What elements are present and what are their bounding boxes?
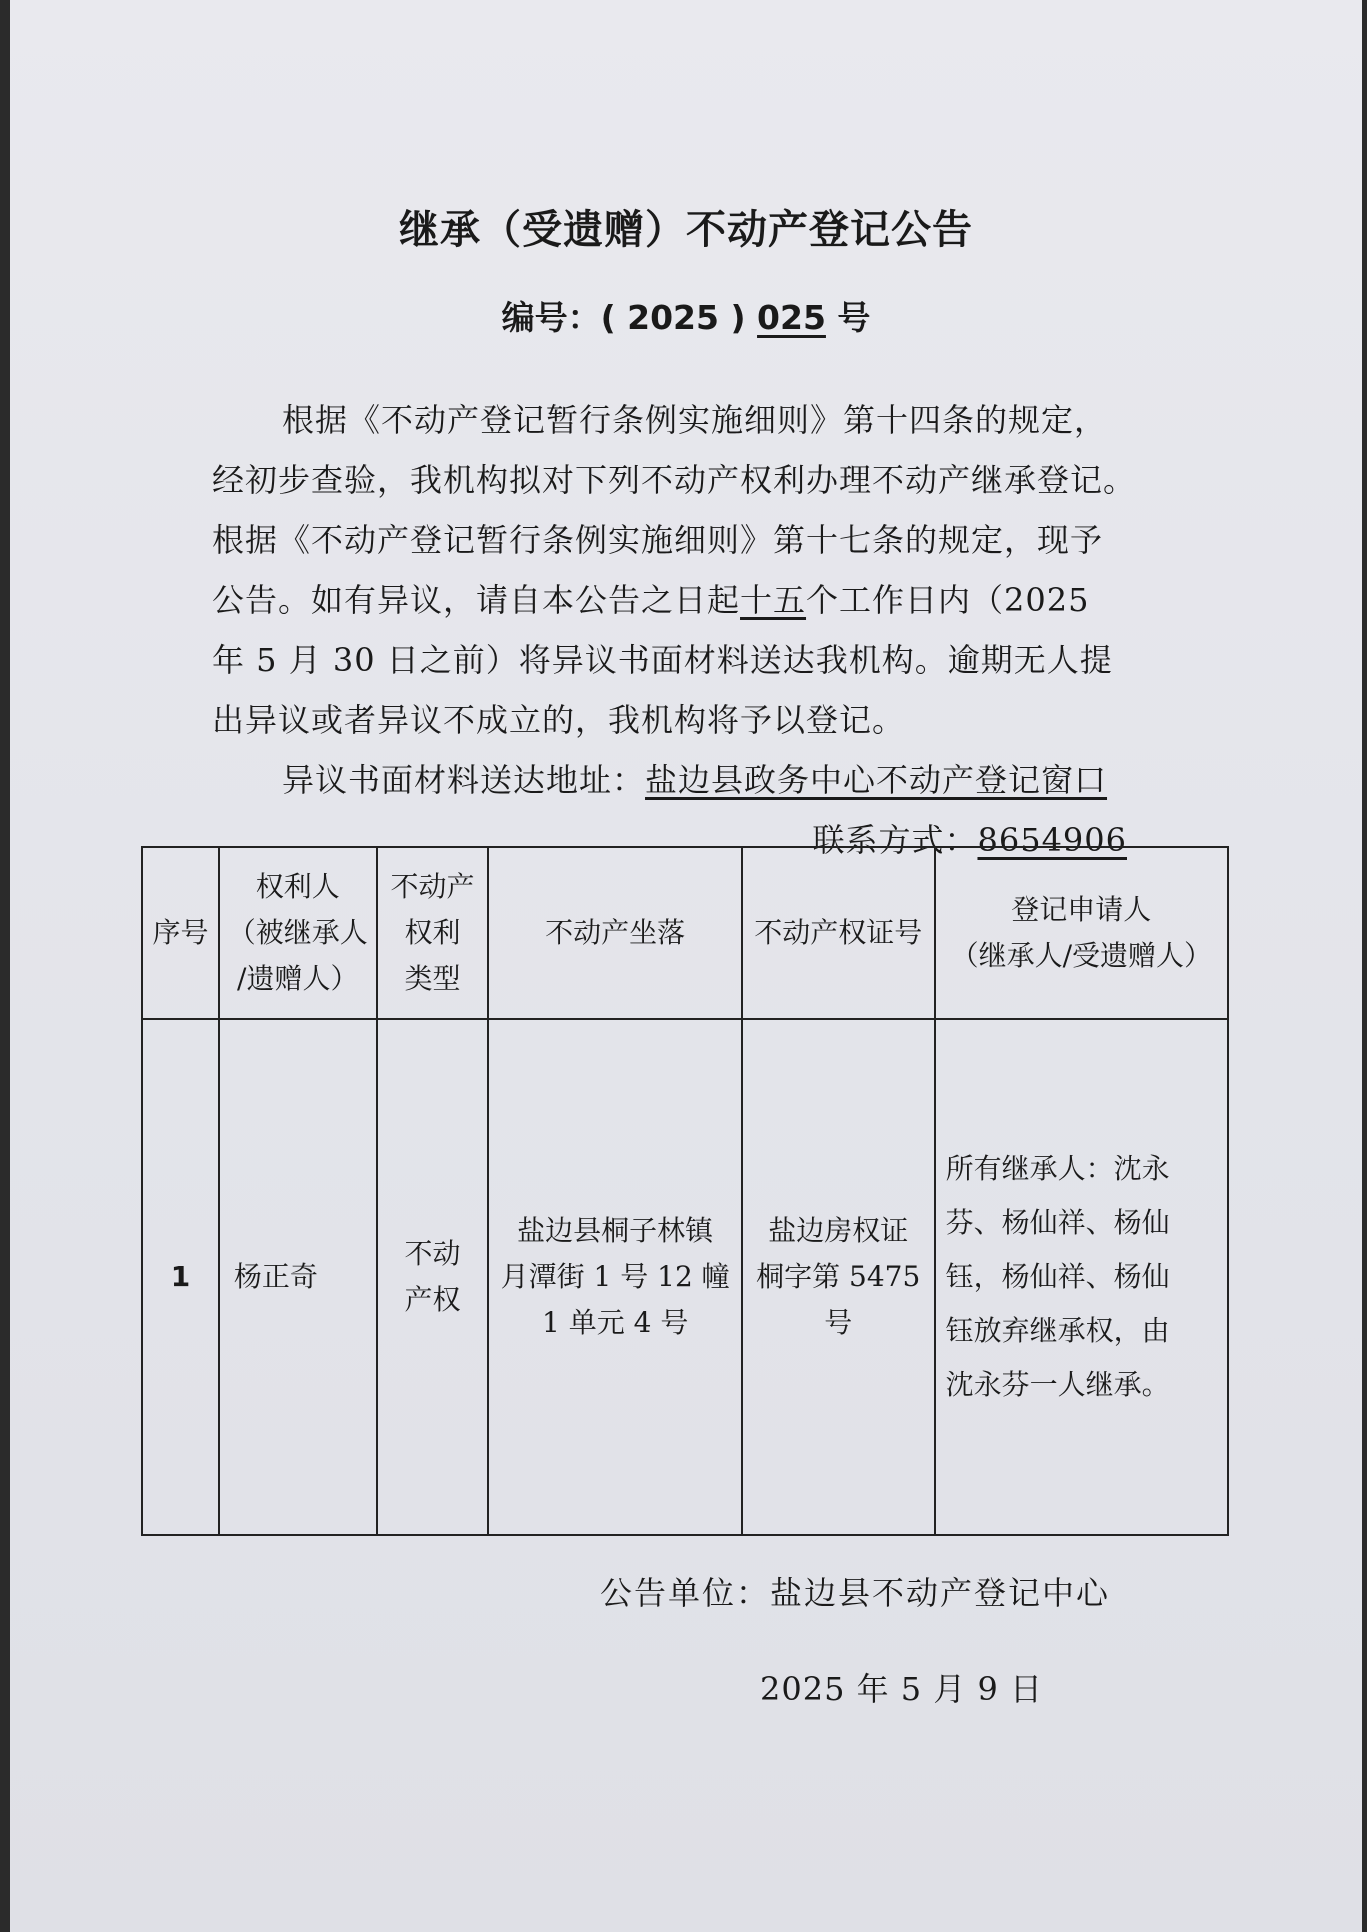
contact-label: 联系方式：: [812, 821, 978, 859]
address-line: [212, 750, 1187, 810]
header-cert-no: 不动产权证号: [742, 847, 935, 1019]
cell-right-type-line: 产权: [404, 1283, 461, 1316]
table-row: [142, 1019, 1228, 1535]
address-value: 盐边县政务中心不动产登记窗口: [645, 761, 1108, 799]
notice-number-suffix: 号: [825, 298, 871, 337]
cell-applicant-line: 钰，杨仙祥、杨仙: [945, 1260, 1170, 1293]
header-holder-line: /遗赠人）: [237, 962, 359, 995]
body-text: 个工作日内（2025: [806, 581, 1090, 619]
cell-cert-no-line: 号: [824, 1306, 853, 1339]
body-line: 出异议或者异议不成立的，我机构将予以登记。: [212, 701, 906, 739]
notice-number: [10, 292, 1362, 339]
notice-number-prefix: 编号：( 2025 ): [501, 298, 758, 337]
registration-table: [141, 846, 1229, 1536]
body-line: 年 5 月 30 日之前）将异议书面材料送达我机构。逾期无人提: [212, 641, 1113, 679]
header-applicant-line: （继承人/受遗赠人）: [950, 939, 1212, 972]
cell-cert-no: [742, 1019, 935, 1535]
cell-location-line: 盐边县桐子林镇: [517, 1214, 714, 1247]
cell-holder: 杨正奇: [219, 1019, 377, 1535]
address-label: 异议书面材料送达地址：: [282, 761, 646, 799]
header-location: 不动产坐落: [488, 847, 741, 1019]
header-applicant-line: 登记申请人: [1011, 893, 1152, 926]
body-text: 公告。如有异议，请自本公告之日起: [212, 581, 741, 619]
header-holder: [219, 847, 377, 1019]
cell-right-type: [377, 1019, 489, 1535]
cell-location-line: 1 单元 4 号: [541, 1306, 689, 1339]
notice-number-value: 025: [757, 298, 826, 337]
notice-page: [10, 0, 1362, 1932]
header-holder-line: 权利人: [255, 870, 340, 903]
issue-date: 2025 年 5 月 9 日: [760, 1670, 1044, 1708]
cell-index: 1: [142, 1019, 219, 1535]
cell-applicant: [935, 1019, 1228, 1535]
header-right-type-line: 权利: [404, 916, 461, 949]
header-holder-line: （被继承人: [227, 916, 368, 949]
cell-cert-no-line: 桐字第 5475: [756, 1260, 921, 1293]
cell-applicant-line: 所有继承人：沈永: [945, 1152, 1170, 1185]
cell-location-line: 月潭街 1 号 12 幢: [500, 1260, 730, 1293]
notice-body: [212, 390, 1187, 870]
cell-applicant-line: 钰放弃继承权，由: [945, 1314, 1170, 1347]
table-header-row: [142, 847, 1228, 1019]
header-right-type-line: 不动产: [390, 870, 475, 903]
objection-days: 十五: [740, 581, 807, 619]
contact-value: 8654906: [977, 821, 1127, 859]
cell-location: [488, 1019, 741, 1535]
body-line: 根据《不动产登记暂行条例实施细则》第十四条的规定，: [282, 401, 1108, 439]
cell-right-type-line: 不动: [404, 1237, 461, 1270]
header-index: 序号: [142, 847, 219, 1019]
header-applicant: [935, 847, 1228, 1019]
issuer: 公告单位：盐边县不动产登记中心: [600, 1574, 1111, 1612]
body-line: 根据《不动产登记暂行条例实施细则》第十七条的规定，现予: [212, 521, 1104, 559]
cell-applicant-line: 芬、杨仙祥、杨仙: [945, 1206, 1170, 1239]
cell-cert-no-line: 盐边房权证: [768, 1214, 909, 1247]
body-line: 经初步查验，我机构拟对下列不动产权利办理不动产继承登记。: [212, 461, 1137, 499]
header-right-type: [377, 847, 489, 1019]
notice-title: 继承（受遗赠）不动产登记公告: [399, 207, 973, 253]
cell-applicant-line: 沈永芬一人继承。: [945, 1368, 1170, 1401]
body-line-objection-period: [212, 570, 1187, 630]
header-right-type-line: 类型: [404, 962, 461, 995]
